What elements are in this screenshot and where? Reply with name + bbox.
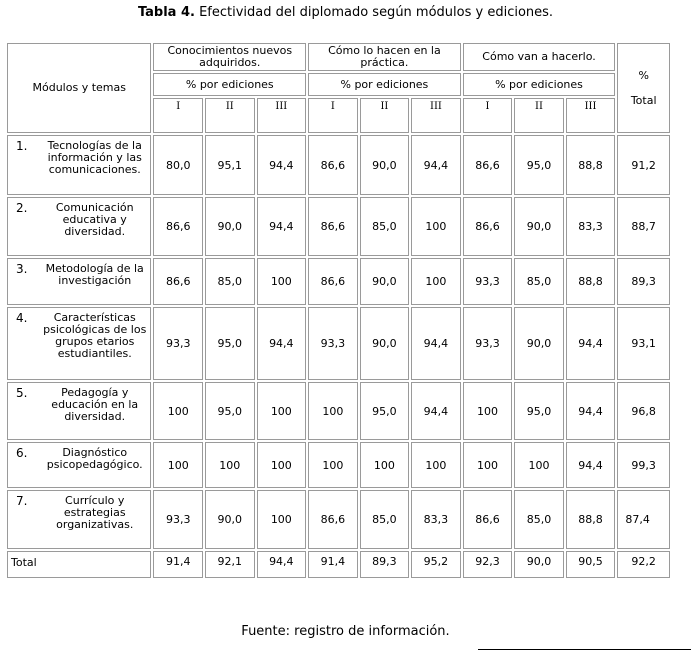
value-cell: 100 [514, 442, 564, 488]
header-sub-knowledge: % por ediciones [153, 73, 306, 96]
module-name: Comunicación educativa y diversidad. [55, 201, 134, 238]
header-total-pct: % [638, 69, 649, 82]
total-cell: 96,8 [617, 382, 670, 440]
value-cell: 94,4 [257, 135, 307, 195]
value-cell: 89,3 [360, 551, 410, 578]
header-total [617, 43, 670, 133]
table-row [7, 258, 670, 305]
value-cell: 100 [205, 442, 255, 488]
value-cell: 90,0 [205, 197, 255, 256]
value-cell: 86,6 [308, 490, 358, 549]
value-cell: 85,0 [360, 197, 410, 256]
value-cell: 94,4 [411, 135, 461, 195]
value-cell: 94,4 [257, 551, 307, 578]
value-cell: 100 [411, 197, 461, 256]
value-cell: 91,4 [308, 551, 358, 578]
edition-label: I [463, 98, 513, 133]
caption-label: Tabla 4. [137, 5, 195, 20]
source-note: Fuente: registro de información. [241, 624, 450, 639]
value-cell: 93,3 [308, 307, 358, 380]
total-cell: 93,1 [617, 307, 670, 380]
value-cell: 100 [360, 442, 410, 488]
edition-label: I [153, 98, 203, 133]
value-cell: 93,3 [463, 307, 513, 380]
value-cell: 94,4 [411, 307, 461, 380]
module-name: Tecnologías de la información y las comunicaciones. [47, 139, 142, 176]
header-sub-future: % por ediciones [463, 73, 616, 96]
header-group-knowledge: Conocimientos nuevos adquiridos. [153, 43, 306, 71]
value-cell: 86,6 [463, 197, 513, 256]
table-row [7, 307, 670, 380]
module-name: Metodología de la investigación [45, 262, 144, 287]
value-cell: 86,6 [153, 258, 203, 305]
value-cell: 85,0 [205, 258, 255, 305]
edition-label: II [514, 98, 564, 133]
value-cell: 95,0 [205, 382, 255, 440]
value-cell: 95,0 [360, 382, 410, 440]
module-name: Diagnóstico psicopedagógico. [46, 446, 143, 471]
value-cell: 86,6 [463, 490, 513, 549]
totals-row [7, 551, 670, 578]
edition-label: III [411, 98, 461, 133]
value-cell: 93,3 [153, 307, 203, 380]
edition-label: II [205, 98, 255, 133]
table-row [7, 197, 670, 256]
value-cell: 88,8 [566, 490, 616, 549]
header-group-practice: Cómo lo hacen en la práctica. [308, 43, 461, 71]
header-sub-practice: % por ediciones [308, 73, 461, 96]
table-caption [0, 5, 691, 20]
module-name: Pedagogía y educación en la diversidad. [51, 386, 139, 423]
module-number: 4. [16, 311, 28, 325]
value-cell: 90,0 [514, 307, 564, 380]
value-cell: 94,4 [411, 382, 461, 440]
edition-label: III [566, 98, 616, 133]
module-name: Características psicológicas de los grupos etarios estudiantiles. [43, 311, 147, 360]
value-cell: 100 [463, 442, 513, 488]
value-cell: 91,4 [153, 551, 203, 578]
header-total-label: Total [630, 94, 657, 107]
value-cell: 100 [411, 442, 461, 488]
value-cell: 83,3 [566, 197, 616, 256]
table-row [7, 442, 670, 488]
value-cell: 92,1 [205, 551, 255, 578]
value-cell: 94,4 [566, 382, 616, 440]
effectiveness-table [5, 41, 672, 580]
value-cell: 88,8 [566, 258, 616, 305]
value-cell: 90,0 [514, 197, 564, 256]
value-cell: 86,6 [308, 258, 358, 305]
value-cell: 100 [257, 258, 307, 305]
value-cell: 100 [257, 382, 307, 440]
value-cell: 90,0 [360, 258, 410, 305]
header-row-groups [7, 43, 670, 71]
value-cell: 85,0 [514, 490, 564, 549]
table-row [7, 135, 670, 195]
value-cell: 90,0 [514, 551, 564, 578]
value-cell: 94,4 [257, 307, 307, 380]
value-cell: 100 [257, 442, 307, 488]
total-cell: 91,2 [617, 135, 670, 195]
value-cell: 90,0 [205, 490, 255, 549]
value-cell: 90,0 [360, 135, 410, 195]
total-cell: 88,7 [617, 197, 670, 256]
module-cell [7, 382, 151, 440]
value-cell: 100 [153, 382, 203, 440]
edition-label: I [308, 98, 358, 133]
total-cell: 92,2 [617, 551, 670, 578]
module-number: 6. [16, 446, 28, 460]
value-cell: 86,6 [308, 135, 358, 195]
module-name: Currículo y estrategias organizativas. [56, 494, 134, 531]
total-cell: 99,3 [617, 442, 670, 488]
value-cell: 100 [308, 382, 358, 440]
value-cell: 85,0 [360, 490, 410, 549]
value-cell: 100 [308, 442, 358, 488]
value-cell: 95,0 [514, 135, 564, 195]
value-cell: 83,3 [411, 490, 461, 549]
value-cell: 95,0 [205, 307, 255, 380]
value-cell: 86,6 [463, 135, 513, 195]
value-cell: 92,3 [463, 551, 513, 578]
value-cell: 95,0 [514, 382, 564, 440]
value-cell: 94,4 [257, 197, 307, 256]
module-number: 2. [16, 201, 28, 215]
module-cell [7, 307, 151, 380]
module-number: 1. [16, 139, 28, 153]
table-row [7, 490, 670, 549]
edition-label: II [360, 98, 410, 133]
value-cell: 94,4 [566, 442, 616, 488]
module-cell [7, 258, 151, 305]
value-cell: 100 [153, 442, 203, 488]
value-cell: 90,0 [360, 307, 410, 380]
edition-label: III [257, 98, 307, 133]
header-modules: Módulos y temas [7, 43, 151, 133]
divider [478, 649, 691, 650]
value-cell: 85,0 [514, 258, 564, 305]
module-cell [7, 442, 151, 488]
value-cell: 95,1 [205, 135, 255, 195]
module-cell [7, 490, 151, 549]
caption-text: Efectividad del diplomado según módulos y ediciones. [199, 5, 554, 20]
module-number: 3. [16, 262, 28, 276]
value-cell: 100 [257, 490, 307, 549]
value-cell: 80,0 [153, 135, 203, 195]
value-cell: 100 [463, 382, 513, 440]
value-cell: 93,3 [463, 258, 513, 305]
value-cell: 86,6 [308, 197, 358, 256]
header-group-future: Cómo van a hacerlo. [463, 43, 616, 71]
value-cell: 90,5 [566, 551, 616, 578]
totals-label: Total [7, 551, 151, 578]
value-cell: 88,8 [566, 135, 616, 195]
value-cell: 86,6 [153, 197, 203, 256]
table-row [7, 382, 670, 440]
module-number: 5. [16, 386, 28, 400]
module-cell [7, 135, 151, 195]
module-cell [7, 197, 151, 256]
total-cell: 89,3 [617, 258, 670, 305]
module-number: 7. [16, 494, 28, 508]
total-cell: 87,4 [617, 490, 670, 549]
value-cell: 100 [411, 258, 461, 305]
value-cell: 95,2 [411, 551, 461, 578]
value-cell: 94,4 [566, 307, 616, 380]
value-cell: 93,3 [153, 490, 203, 549]
